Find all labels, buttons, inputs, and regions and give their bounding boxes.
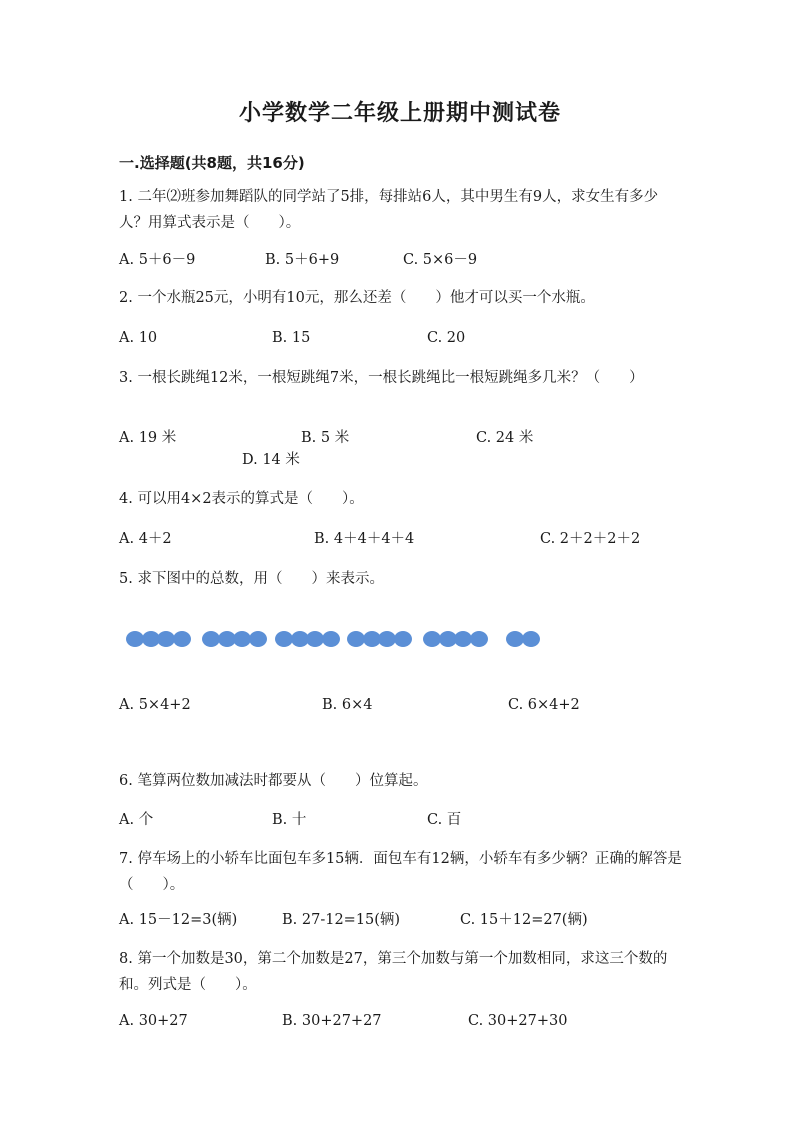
question-6: 6. 笔算两位数加减法时都要从（ ）位算起。 [119,773,428,789]
q6-option-b[interactable]: B. 十 [272,812,307,828]
q4-option-a[interactable]: A. 4＋2 [119,531,172,547]
q7-option-a[interactable]: A. 15－12=3(辆) [119,912,238,928]
dot-figure [126,629,546,651]
q5-option-c[interactable]: C. 6×4+2 [508,697,580,713]
question-4: 4. 可以用4×2表示的算式是（ ）。 [119,491,364,507]
q6-option-c[interactable]: C. 百 [427,812,462,828]
figure-dot [249,631,267,647]
question-5: 5. 求下图中的总数，用（ ）来表示。 [119,571,384,587]
figure-dot [394,631,412,647]
question-1: 1. 二年⑵班参加舞蹈队的同学站了5排，每排站6人，其中男生有9人，求女生有多少人？用算式表示是（ ）。 [119,189,659,231]
q6-option-a[interactable]: A. 个 [119,812,154,828]
question-2: 2. 一个水瓶25元，小明有10元，那么还差（ ）他才可以买一个水瓶。 [119,290,595,306]
q8-option-b[interactable]: B. 30+27+27 [282,1013,382,1029]
q5-option-a[interactable]: A. 5×4+2 [119,697,191,713]
q7-option-b[interactable]: B. 27-12=15(辆) [282,912,401,928]
question-3: 3. 一根长跳绳12米，一根短跳绳7米，一根长跳绳比一根短跳绳多几米？（ ） [119,370,644,386]
q3-option-c[interactable]: C. 24 米 [476,430,534,446]
q4-option-c[interactable]: C. 2＋2＋2＋2 [540,531,641,547]
figure-dot [322,631,340,647]
q1-option-c[interactable]: C. 5×6－9 [403,252,478,268]
q3-option-b[interactable]: B. 5 米 [301,430,350,446]
figure-dot [470,631,488,647]
q2-option-c[interactable]: C. 20 [427,330,466,346]
question-7: 7. 停车场上的小轿车比面包车多15辆．面包车有12辆，小轿车有多少辆？正确的解答是（ ）。 [119,851,682,893]
q1-option-b[interactable]: B. 5＋6+9 [265,252,340,268]
q5-option-b[interactable]: B. 6×4 [322,697,373,713]
q2-option-b[interactable]: B. 15 [272,330,311,346]
figure-dot [522,631,540,647]
q7-option-c[interactable]: C. 15＋12=27(辆) [460,912,588,928]
q8-option-a[interactable]: A. 30+27 [119,1013,188,1029]
question-8: 8. 第一个加数是30，第二个加数是27，第三个加数与第一个加数相同，求这三个数的和。列式是（ ）。 [119,951,668,993]
figure-dot [173,631,191,647]
q8-option-c[interactable]: C. 30+27+30 [468,1013,568,1029]
q3-option-d[interactable]: D. 14 米 [242,452,300,468]
q4-option-b[interactable]: B. 4＋4＋4＋4 [314,531,415,547]
q1-option-a[interactable]: A. 5＋6－9 [119,252,196,268]
section-heading: 一.选择题(共8题，共16分) [119,154,305,172]
page-title: 小学数学二年级上册期中测试卷 [238,101,561,126]
q2-option-a[interactable]: A. 10 [119,330,158,346]
q3-option-a[interactable]: A. 19 米 [119,430,177,446]
